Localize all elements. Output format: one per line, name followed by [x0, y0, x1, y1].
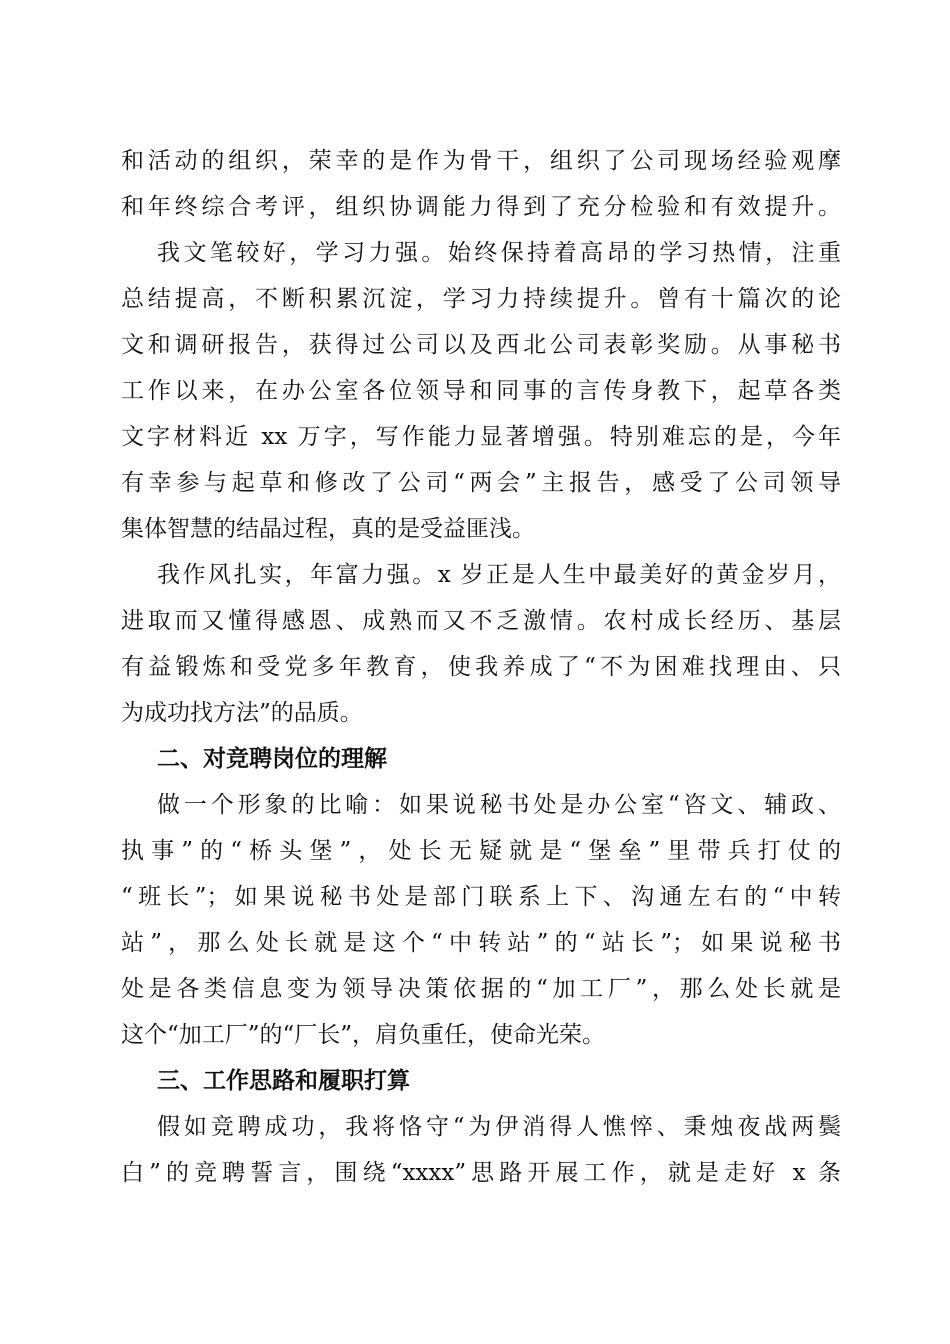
paragraph-start-line: 我作风扎实，年富力强。x 岁正是人生中最美好的黄金岁月， — [157, 562, 841, 588]
text-line: 有幸参与起草和修改了公司“两会”主报告，感受了公司领导 — [121, 470, 841, 496]
text-line: 和年终综合考评，组织协调能力得到了充分检验和有效提升。 — [121, 194, 841, 220]
text-line: 文字材料近 xx 万字，写作能力显著增强。特别难忘的是，今年 — [121, 424, 841, 450]
text-line: 和活动的组织，荣幸的是作为骨干，组织了公司现场经验观摩 — [121, 148, 841, 174]
text-line: 文和调研报告，获得过公司以及西北公司表彰奖励。从事秘书 — [121, 332, 841, 358]
section-heading: 三、工作思路和履职打算 — [157, 1068, 410, 1094]
text-line: 处是各类信息变为领导决策依据的“加工厂”，那么处长就是 — [121, 976, 841, 1002]
text-line: “班长”；如果说秘书处是部门联系上下、沟通左右的“中转 — [121, 884, 841, 910]
text-line: 白”的竞聘誓言，围绕“xxxx”思路开展工作，就是走好 x 条 — [121, 1160, 841, 1186]
text-line: 集体智慧的结晶过程，真的是受益匪浅。 — [121, 516, 535, 542]
text-line: 总结提高，不断积累沉淀，学习力持续提升。曾有十篇次的论 — [121, 286, 841, 312]
text-line: 这个“加工厂”的“厂长”，肩负重任，使命光荣。 — [121, 1022, 606, 1048]
text-line: 执事”的“桥头堡”，处长无疑就是“堡垒”里带兵打仗的 — [121, 838, 841, 864]
section-heading: 二、对竞聘岗位的理解 — [157, 746, 387, 772]
text-line: 站”，那么处长就是这个“中转站”的“站长”；如果说秘书 — [121, 930, 841, 956]
paragraph-start-line: 我文笔较好，学习力强。始终保持着高昂的学习热情，注重 — [157, 240, 841, 266]
text-line: 有益锻炼和受党多年教育，使我养成了“不为困难找理由、只 — [121, 654, 841, 680]
paragraph-start-line: 做一个形象的比喻：如果说秘书处是办公室“咨文、辅政、 — [157, 792, 841, 818]
text-line: 进取而又懂得感恩、成熟而又不乏激情。农村成长经历、基层 — [121, 608, 841, 634]
text-line: 为成功找方法”的品质。 — [121, 700, 363, 726]
text-line: 工作以来，在办公室各位领导和同事的言传身教下，起草各类 — [121, 378, 841, 404]
paragraph-start-line: 假如竞聘成功，我将恪守“为伊消得人憔悴、秉烛夜战两鬓 — [157, 1114, 841, 1140]
